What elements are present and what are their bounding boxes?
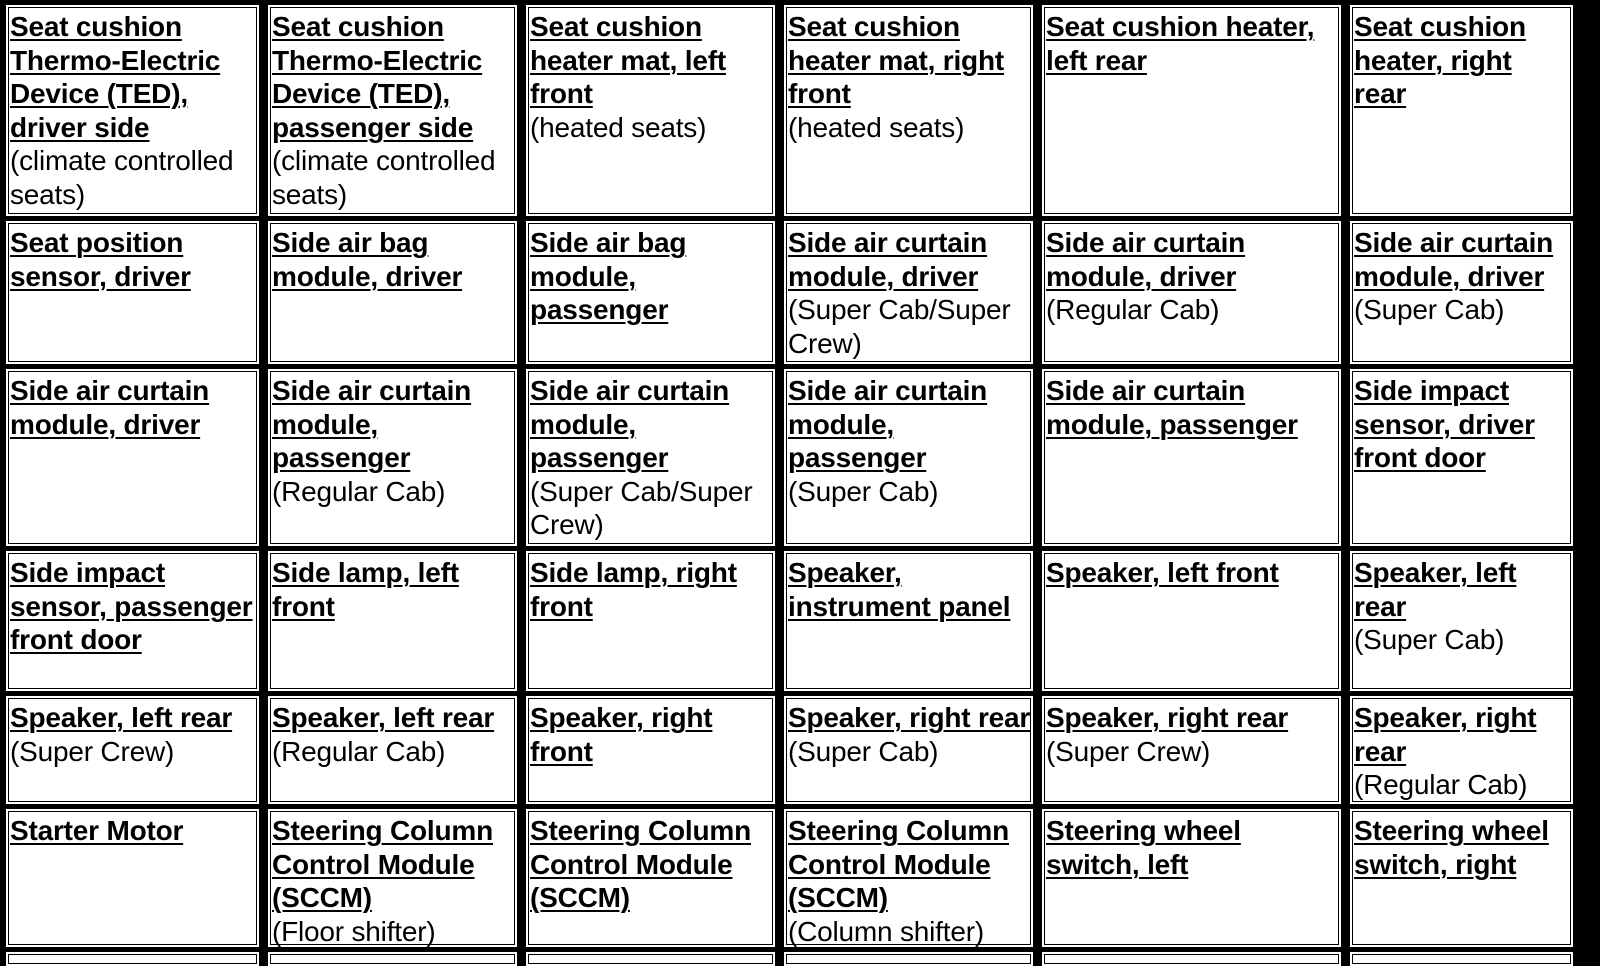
component-link[interactable]: Speaker, right rear (788, 702, 1031, 733)
component-note: (climate controlled seats) (10, 145, 234, 210)
component-link[interactable]: Speaker, left rear (272, 702, 495, 733)
component-link[interactable]: Speaker, left rear (10, 702, 233, 733)
component-note: (Column shifter) (788, 915, 984, 947)
table-cell (1042, 952, 1341, 966)
component-note: (Regular Cab) (1354, 769, 1528, 800)
table-cell (1350, 809, 1573, 947)
table-cell (1350, 551, 1573, 691)
table-cell (526, 809, 775, 947)
table-cell (784, 369, 1033, 546)
table-cell (268, 369, 517, 546)
component-note: (Super Crew) (10, 735, 175, 767)
component-link[interactable]: Side air curtain module, driver (10, 375, 210, 440)
component-link[interactable]: Side air curtain module, passenger (530, 375, 730, 473)
table-cell (6, 551, 259, 691)
table-cell (6, 952, 259, 966)
component-link[interactable]: Speaker, left rear (1354, 557, 1517, 622)
component-link[interactable]: Side air curtain module, passenger (1046, 375, 1298, 440)
component-note: (Super Cab) (788, 475, 939, 507)
table-cell (1042, 696, 1341, 804)
table-cell (6, 369, 259, 546)
component-link[interactable]: Seat cushion heater, right rear (1354, 11, 1526, 109)
component-link[interactable]: Side air curtain module, passenger (272, 375, 472, 473)
component-note: (Floor shifter) (272, 915, 436, 947)
table-cell (784, 809, 1033, 947)
component-link[interactable]: Seat cushion heater, left rear (1046, 11, 1315, 76)
table-cell (1042, 221, 1341, 364)
component-link[interactable]: Seat cushion Thermo-Electric Device (TED), driver side (10, 11, 221, 143)
component-link[interactable]: Speaker, instrument panel (788, 557, 1011, 622)
table-cell (1350, 952, 1573, 966)
table-cell (526, 221, 775, 364)
table-cell (6, 809, 259, 947)
component-link[interactable]: Side air curtain module, passenger (788, 375, 988, 473)
table-cell (1042, 551, 1341, 691)
component-link[interactable]: Seat cushion Thermo-Electric Device (TED), passenger side (272, 11, 483, 143)
table-cell (268, 5, 517, 216)
component-note: (Regular Cab) (272, 735, 446, 767)
table-cell (6, 696, 259, 804)
component-link[interactable]: Steering wheel switch, left (1046, 815, 1241, 880)
component-note: (climate controlled seats) (272, 145, 496, 210)
table-cell (784, 952, 1033, 966)
component-link[interactable]: Side air curtain module, driver (788, 227, 988, 292)
table-cell (268, 809, 517, 947)
table-cell (1042, 5, 1341, 216)
table-cell (6, 221, 259, 364)
table-cell (268, 952, 517, 966)
table-cell (526, 369, 775, 546)
component-note: (Super Cab/Super Crew) (788, 294, 1011, 359)
table-cell (1350, 696, 1573, 804)
component-note: (Super Cab) (1354, 624, 1505, 655)
component-link[interactable]: Seat cushion heater mat, right front (788, 11, 1004, 109)
component-link[interactable]: Side impact sensor, passenger front door (10, 557, 253, 655)
component-link[interactable]: Side air curtain module, driver (1354, 227, 1554, 292)
component-link[interactable]: Steering Column Control Module (SCCM) (788, 815, 1010, 913)
component-link[interactable]: Steering Column Control Module (SCCM) (272, 815, 494, 913)
table-cell (268, 551, 517, 691)
table-cell (1350, 369, 1573, 546)
table-cell (784, 551, 1033, 691)
table-cell (268, 221, 517, 364)
component-note: (Regular Cab) (272, 475, 446, 507)
table-cell (1042, 369, 1341, 546)
component-link[interactable]: Steering wheel switch, right (1354, 815, 1549, 880)
component-link[interactable]: Seat position sensor, driver (10, 227, 191, 292)
table-cell (784, 221, 1033, 364)
component-link[interactable]: Steering Column Control Module (SCCM) (530, 815, 752, 913)
component-link[interactable]: Starter Motor (10, 815, 184, 846)
component-link[interactable]: Speaker, right rear (1354, 702, 1537, 767)
component-link[interactable]: Side lamp, left front (272, 557, 459, 622)
component-link[interactable]: Side air curtain module, driver (1046, 227, 1246, 292)
table-cell (526, 696, 775, 804)
table-cell (526, 952, 775, 966)
table-cell (1350, 221, 1573, 364)
component-note: (Super Crew) (1046, 735, 1211, 767)
component-link[interactable]: Side air bag module, passenger (530, 227, 687, 325)
component-link[interactable]: Speaker, right front (530, 702, 713, 767)
table-cell (1042, 809, 1341, 947)
table-cell (6, 5, 259, 216)
component-note: (heated seats) (530, 111, 707, 143)
component-link[interactable]: Speaker, right rear (1046, 702, 1289, 733)
table-cell (1350, 5, 1573, 216)
table-cell (268, 696, 517, 804)
component-link[interactable]: Side lamp, right front (530, 557, 737, 622)
component-note: (heated seats) (788, 111, 965, 143)
table-cell (526, 5, 775, 216)
component-link[interactable]: Side impact sensor, driver front door (1354, 375, 1535, 473)
table-cell (526, 551, 775, 691)
component-note: (Super Cab) (1354, 294, 1505, 325)
table-cell (784, 696, 1033, 804)
component-note: (Super Cab/Super Crew) (530, 475, 753, 540)
component-link[interactable]: Seat cushion heater mat, left front (530, 11, 726, 109)
component-link[interactable]: Side air bag module, driver (272, 227, 463, 292)
component-note: (Super Cab) (788, 735, 939, 767)
component-note: (Regular Cab) (1046, 294, 1220, 325)
table-cell (784, 5, 1033, 216)
component-link[interactable]: Speaker, left front (1046, 557, 1279, 588)
